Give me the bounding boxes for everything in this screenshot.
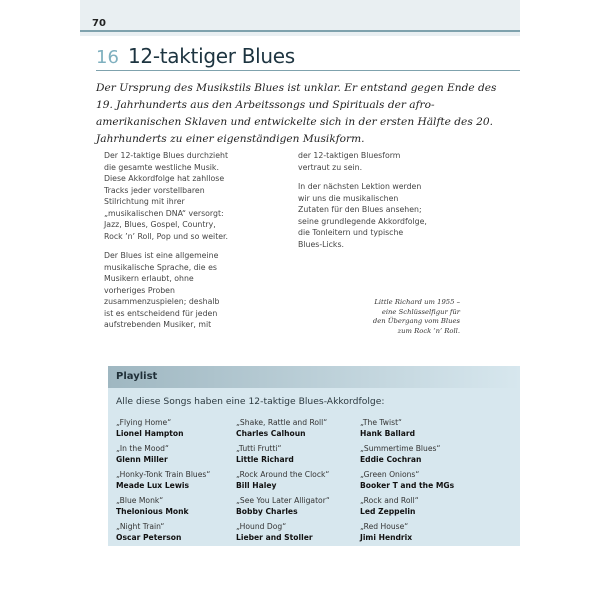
song-title: „Night Train“: [116, 522, 165, 531]
song-title: „Green Onions“: [360, 470, 420, 479]
artist-name: Lieber and Stoller: [236, 533, 313, 542]
song-title: „The Twist“: [360, 418, 402, 427]
artist-name: Eddie Cochran: [360, 455, 422, 464]
body-paragraph: Der 12-taktige Blues durchzieht die gesamte westliche Musik. Diese Akkordfolge hat zahllose Tracks jeder vorstellbaren Stilrichtung mit ihrer „musikalischen DNA“ versorgt: Jazz, Blues, Gospel, Country, Rock ’n’ Roll, Pop und so weiter.: [104, 151, 229, 241]
chapter-title: 12-taktiger Blues: [128, 44, 295, 68]
body-paragraph: der 12-taktigen Bluesform vertraut zu sein.: [298, 151, 401, 172]
artist-name: Booker T and the MGs: [360, 481, 455, 490]
song-title: „In the Mood“: [116, 444, 169, 453]
playlist-description: Alle diese Songs haben eine 12-taktige Blues-Akkordfolge:: [116, 396, 385, 407]
playlist-header: [108, 366, 520, 388]
image-caption: Little Richard um 1955 – eine Schlüsselfigur für den Übergang vom Blues zum Rock ’n’ Roll.: [372, 298, 460, 335]
song-title: „Red House“: [360, 522, 409, 531]
artist-name: Charles Calhoun: [236, 429, 306, 438]
song-title: „See You Later Alligator“: [236, 496, 330, 505]
header-rule: [80, 30, 520, 32]
artist-name: Led Zeppelin: [360, 507, 416, 516]
body-column-right: [298, 150, 428, 258]
artist-name: Little Richard: [236, 455, 294, 464]
body-paragraph: Der Blues ist eine allgemeine musikalische Sprache, die es Musikern erlaubt, ohne vorheriges Proben zusammenzuspielen; deshalb ist es entscheidend für jeden aufstrebenden Musiker, mit: [104, 251, 220, 329]
song-title: „Rock and Roll“: [360, 496, 419, 505]
playlist-box: [108, 366, 520, 546]
song-title: „Shake, Rattle and Roll“: [236, 418, 328, 427]
intro-paragraph: Der Ursprung des Musikstils Blues ist unklar. Er entstand gegen Ende des 19. Jahrhunderts aus den Arbeitssongs und Spirituals der afro-amerikanischen Sklaven und entwickelte sich in der ersten Hälfte des 20. Jahrhunderts zu einer eigenständigen Musikform.: [96, 82, 497, 145]
artist-name: Bobby Charles: [236, 507, 298, 516]
artist-name: Thelonious Monk: [116, 507, 189, 516]
artist-name: Glenn Miller: [116, 455, 168, 464]
song-title: „Hound Dog“: [236, 522, 287, 531]
body-column-left: [104, 150, 230, 339]
title-rule: [96, 70, 520, 71]
chapter-number: 16: [96, 47, 119, 68]
artist-name: Jimi Hendrix: [360, 533, 413, 542]
playlist-column-1: [116, 418, 236, 548]
artist-name: Bill Haley: [236, 481, 277, 490]
song-title: „Rock Around the Clock“: [236, 470, 330, 479]
artist-name: Oscar Peterson: [116, 533, 182, 542]
song-title: „Blue Monk“: [116, 496, 164, 505]
song-title: „Flying Home“: [116, 418, 172, 427]
body-paragraph: In der nächsten Lektion werden wir uns die musikalischen Zutaten für den Blues ansehen; seine grundlegende Akkordfolge, die Tonleitern und typische Blues-Licks.: [298, 182, 427, 249]
song-title: „Summertime Blues“: [360, 444, 441, 453]
artist-name: Hank Ballard: [360, 429, 416, 438]
playlist-title: Playlist: [116, 371, 158, 382]
artist-name: Lionel Hampton: [116, 429, 184, 438]
song-title: „Tutti Frutti“: [236, 444, 282, 453]
playlist-column-3: [360, 418, 480, 548]
playlist-column-2: [236, 418, 356, 548]
book-page: [80, 0, 520, 600]
artist-name: Meade Lux Lewis: [116, 481, 189, 490]
song-title: „Honky-Tonk Train Blues“: [116, 470, 211, 479]
page-number: 70: [92, 18, 106, 29]
